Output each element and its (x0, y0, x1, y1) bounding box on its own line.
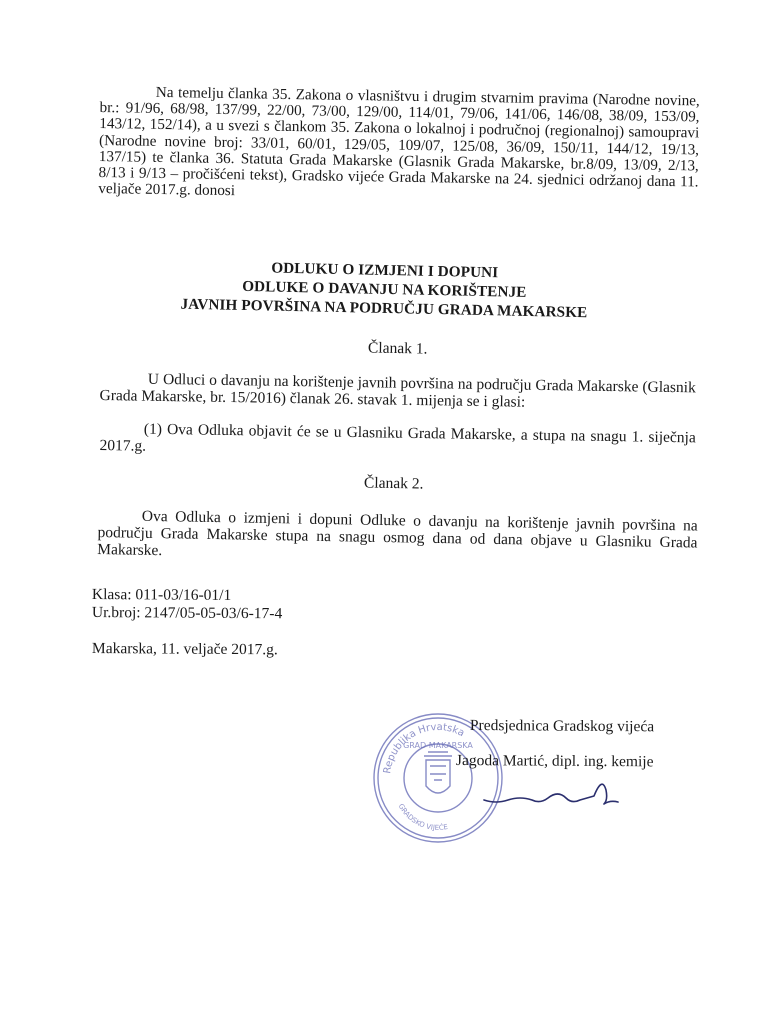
article-1-intro (99, 370, 695, 413)
article-2-paragraph (97, 507, 698, 568)
title-line-1: ODLUKU O IZMJENI I DOPUNI (271, 259, 499, 282)
urbroj-line: Ur.broj: 2147/05-05-03/6-17-4 (91, 604, 283, 623)
handwritten-signature (476, 770, 626, 820)
article-1-quote-text: (1) Ova Odluka objavit će se u Glasniku Grada Makarske, a stupa na snagu 1. siječnja 2017.g. (99, 420, 696, 455)
article-1-heading: Članak 1. (367, 339, 428, 358)
signatory-name: Jagoda Martić, dipl. ing. kemije (455, 752, 654, 771)
stamp-text-top: Republika Hrvatska (382, 721, 467, 775)
title-line-3: JAVNIH POVRŠINA NA PODRUČJU GRADA MAKARSKE (180, 295, 588, 322)
stamp-text-mid: GRAD MAKARSKA (403, 741, 473, 750)
article-2-heading: Članak 2. (363, 474, 424, 493)
signatory-role: Predsjednica Gradskog vijeća (469, 717, 655, 736)
article-2-text: Ova Odluka o izmjeni i dopuni Odluke o davanju na korištenje javnih površina na području Grada Makarske stupa na snagu osmog dana od dana objave u Glasniku Grada Makarske. (97, 507, 698, 560)
klasa-line: Klasa: 011-03/16-01/1 (91, 586, 232, 604)
article-1-quote (99, 420, 695, 463)
stamp-text-bottom: GRADSKO VIJEĆE (396, 802, 449, 833)
preamble-paragraph (98, 84, 700, 207)
article-1-intro-text: U Odluci o davanju na korištenje javnih površina na području Grada Makarske (Glasnik Grada Makarske, br. 15/2016) članak 26. stavak 1. mijenja se i glasi: (99, 370, 696, 411)
place-date-line: Makarska, 11. veljače 2017.g. (91, 640, 278, 659)
title-line-2: ODLUKE O DAVANJU NA KORIŠTENJE (242, 277, 527, 301)
preamble-text: Na temelju članka 35. Zakona o vlasništvu i drugim stvarnim pravima (Narodne novine, br.: 91/96, 68/98, 137/99, 22/00, 73/00, 129/00, 114/01, 79/06, 141/06, 146/08, 38/09, 153/09, 143/12, 152/14), a u svezi s člankom 35. Zakona o lokalnoj i područnoj (regionalnoj) samoupravi (Narodne novine broj: 33/01, 60/01, 129/05, 109/07, 125/08, 36/09, 150/11, 144/12, 19/13, 137/15) te članka 36. Statuta Grada Makarske (Glasnik Grada Makarske, br.8/09, 13/09, 2/13, 8/13 i 9/13 – pročišćeni tekst), Gradsko vijeće Grada Makarske na 24. sjednici održanoj dana 11. veljače 2017.g. donosi (98, 83, 700, 200)
document-title (149, 256, 620, 323)
